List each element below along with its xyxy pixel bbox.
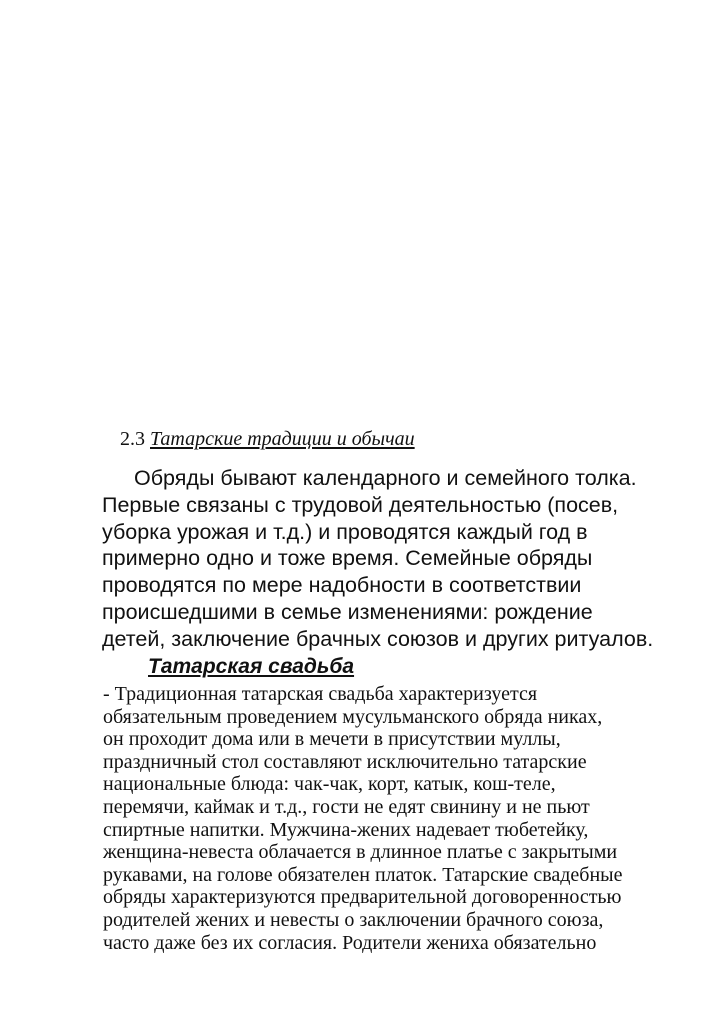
intro-line: Первые связаны с трудовой деятельностью (посев, bbox=[102, 492, 619, 517]
intro-line: Обряды бывают календарного и семейного толка. bbox=[134, 466, 637, 490]
body-line: спиртные напитки. Мужчина-жених надевает тюбетейку, bbox=[103, 818, 589, 841]
body-line: праздничный стол составляют исключительно татарские bbox=[103, 750, 587, 773]
body-line: он проходит дома или в мечети в присутствии муллы, bbox=[103, 728, 561, 751]
body-line: женщина-невеста облачается в длинное платье с закрытыми bbox=[103, 841, 618, 864]
section-number: 2.3 bbox=[120, 428, 145, 450]
body-line: - Традиционная татарская свадьба характеризуется bbox=[103, 683, 538, 705]
body-line: национальные блюда: чак-чак, корт, катык, кош-теле, bbox=[103, 773, 556, 796]
intro-line: происшедшими в семье изменениями: рождение bbox=[102, 599, 593, 624]
body-line: часто даже без их согласия. Родители жениха обязательно bbox=[103, 931, 597, 954]
body-line: рукавами, на голове обязателен платок. Татарские свадебные bbox=[103, 863, 623, 886]
intro-line: проводятся по мере надобности в соответствии bbox=[102, 573, 582, 598]
section-heading bbox=[120, 426, 415, 452]
intro-line: уборка урожая и т.д.) и проводятся каждый год в bbox=[102, 519, 588, 544]
intro-line: примерно одно и тоже время. Семейные обряды bbox=[102, 546, 593, 571]
intro-paragraph bbox=[102, 465, 653, 653]
body-line: родителей жених и невесты о заключении брачного союза, bbox=[103, 908, 604, 931]
body-line: обязательным проведением мусульманского обряда никах, bbox=[103, 705, 603, 728]
subheading: Татарская свадьба bbox=[148, 655, 355, 678]
body-line: перемячи, каймак и т.д., гости не едят свинину и не пьют bbox=[103, 795, 590, 818]
intro-line: детей, заключение брачных союзов и других ритуалов. bbox=[102, 626, 654, 651]
body-paragraph bbox=[103, 683, 623, 954]
section-title: Татарские традиции и обычаи bbox=[150, 428, 415, 450]
body-line: обряды характеризуются предварительной договоренностью bbox=[103, 886, 622, 909]
